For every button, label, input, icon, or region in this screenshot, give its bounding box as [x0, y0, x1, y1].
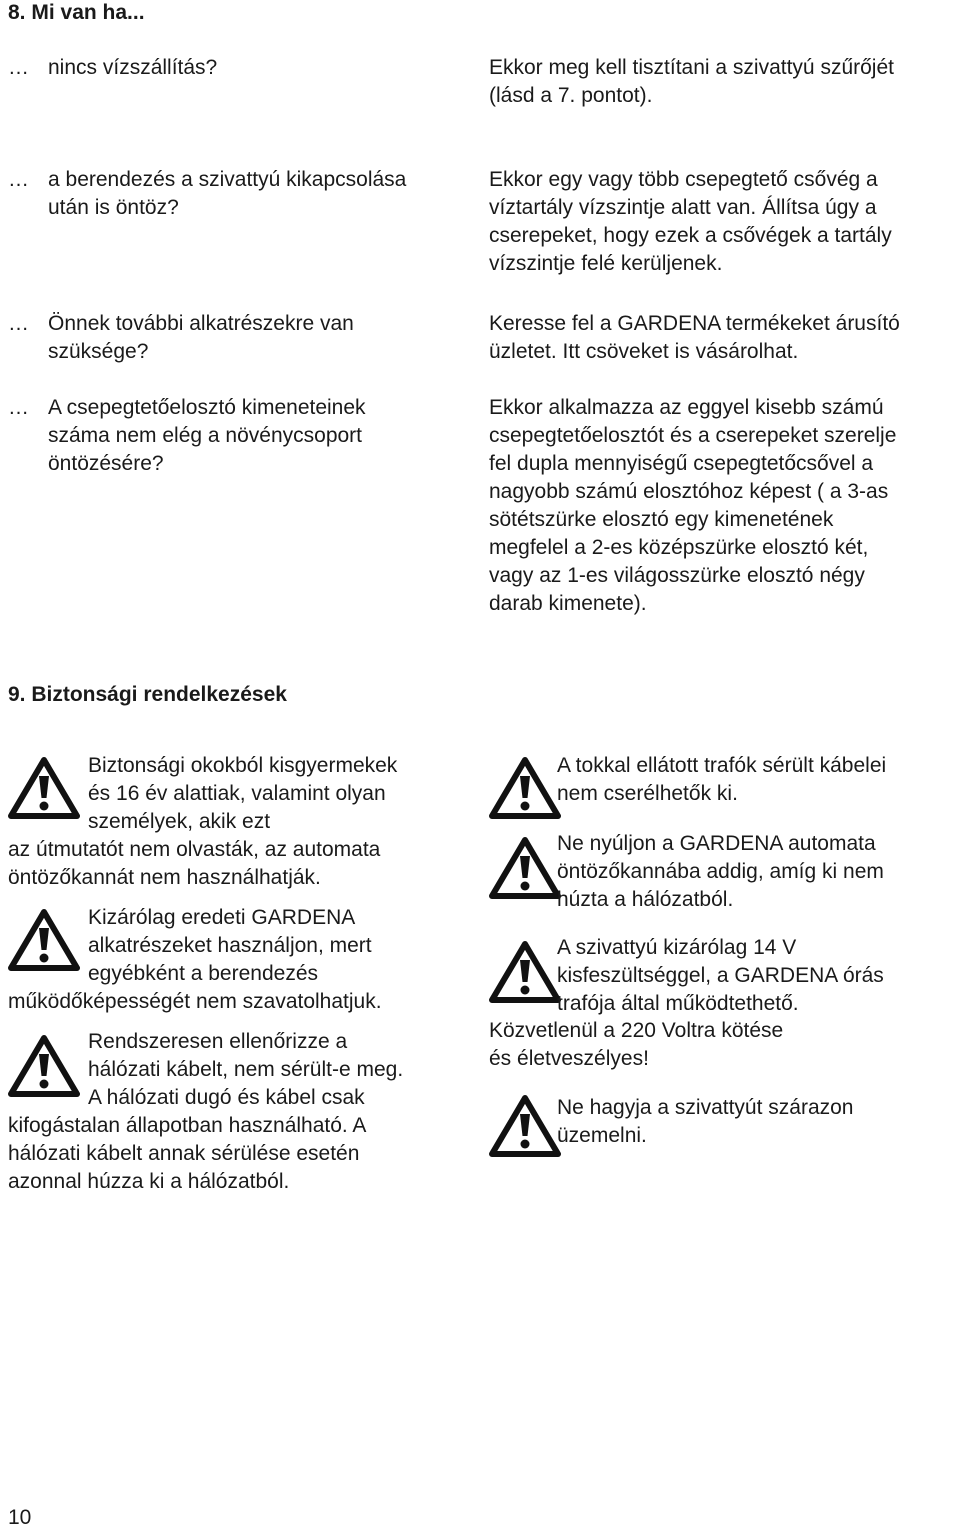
warning-text: Ne nyúljon a GARDENA automata öntözőkannába addig, amíg ki nem húzta a hálózatból. — [557, 832, 884, 911]
warning-text-continued: az útmutatót nem olvasták, az automata öntözőkannát nem használhatják. — [8, 838, 381, 889]
warning-triangle-icon — [489, 940, 561, 1004]
question-text: a berendezés a szivattyú kikapcsolása után is öntöz? — [48, 168, 407, 219]
section-9-title: 9. Biztonsági rendelkezések — [8, 683, 287, 706]
warning-text-continued: kifogástalan állapotban használható. A hálózati kábelt annak sérülése esetén azonnal húzza ki a hálózatból. — [8, 1114, 367, 1193]
warning-text-continued: Közvetlenül a 220 Voltra kötése és életveszélyes! — [489, 1019, 784, 1070]
warning-text: A szivattyú kizárólag 14 V kisfeszültséggel, a GARDENA órás trafója által működtethető. — [557, 936, 884, 1015]
warning-text: Kizárólag eredeti GARDENA alkatrészeket használjon, mert egyébként a berendezés — [88, 906, 372, 985]
warning-text: Rendszeresen ellenőrizze a hálózati kábelt, nem sérült-e meg. A hálózati dugó és kábel csak — [88, 1030, 404, 1109]
warning-text-continued: működőképességét nem szavatolhatjuk. — [8, 990, 382, 1013]
answer-text: Keresse fel a GARDENA termékeket árusító üzletet. Itt csöveket is vásárolhat. — [489, 312, 900, 363]
answer-text: Ekkor egy vagy több csepegtető csővég a víztartály vízszintje alatt van. Állítsa úgy a cserepeket, hogy ezek a csővégek a tartály vízszintje felé kerüljenek. — [489, 168, 892, 275]
warning-triangle-icon — [489, 836, 561, 900]
warning-text: Biztonsági okokból kisgyermekek és 16 év alattiak, valamint olyan személyek, akik ezt — [88, 754, 398, 833]
warning-text: A tokkal ellátott trafók sérült kábelei nem cserélhetők ki. — [557, 754, 887, 805]
question-text: Önnek további alkatrészekre van szüksége? — [48, 312, 354, 363]
answer-text: Ekkor alkalmazza az eggyel kisebb számú csepegtetőelosztót és a cserepeket szerelje fel dupla mennyiségű csepegtetőcsővel a nagyobb számú elosztóhoz képest ( a 3-as sötétszürke elosztó egy kimenetének megfelel a 2-es középszürke elosztó két, vagy az 1-es világosszürke elosztó négy darab kimenete). — [489, 396, 897, 615]
warning-triangle-icon — [8, 1034, 80, 1098]
answer-text: Ekkor meg kell tisztítani a szivattyú szűrőjét (lásd a 7. pontot). — [489, 56, 894, 107]
ellipsis-marker: … — [8, 312, 29, 335]
ellipsis-marker: … — [8, 56, 29, 79]
warning-triangle-icon — [489, 756, 561, 820]
warning-triangle-icon — [8, 756, 80, 820]
ellipsis-marker: … — [8, 396, 29, 419]
question-text: A csepegtetőelosztó kimeneteinek száma nem elég a növénycsoport öntözésére? — [48, 396, 366, 475]
question-text: nincs vízszállítás? — [48, 56, 218, 79]
ellipsis-marker: … — [8, 168, 29, 191]
warning-triangle-icon — [489, 1094, 561, 1158]
page-number: 10 — [8, 1506, 32, 1529]
warning-text: Ne hagyja a szivattyút szárazon üzemelni. — [557, 1096, 854, 1147]
section-8-title: 8. Mi van ha... — [8, 1, 145, 24]
warning-triangle-icon — [8, 908, 80, 972]
